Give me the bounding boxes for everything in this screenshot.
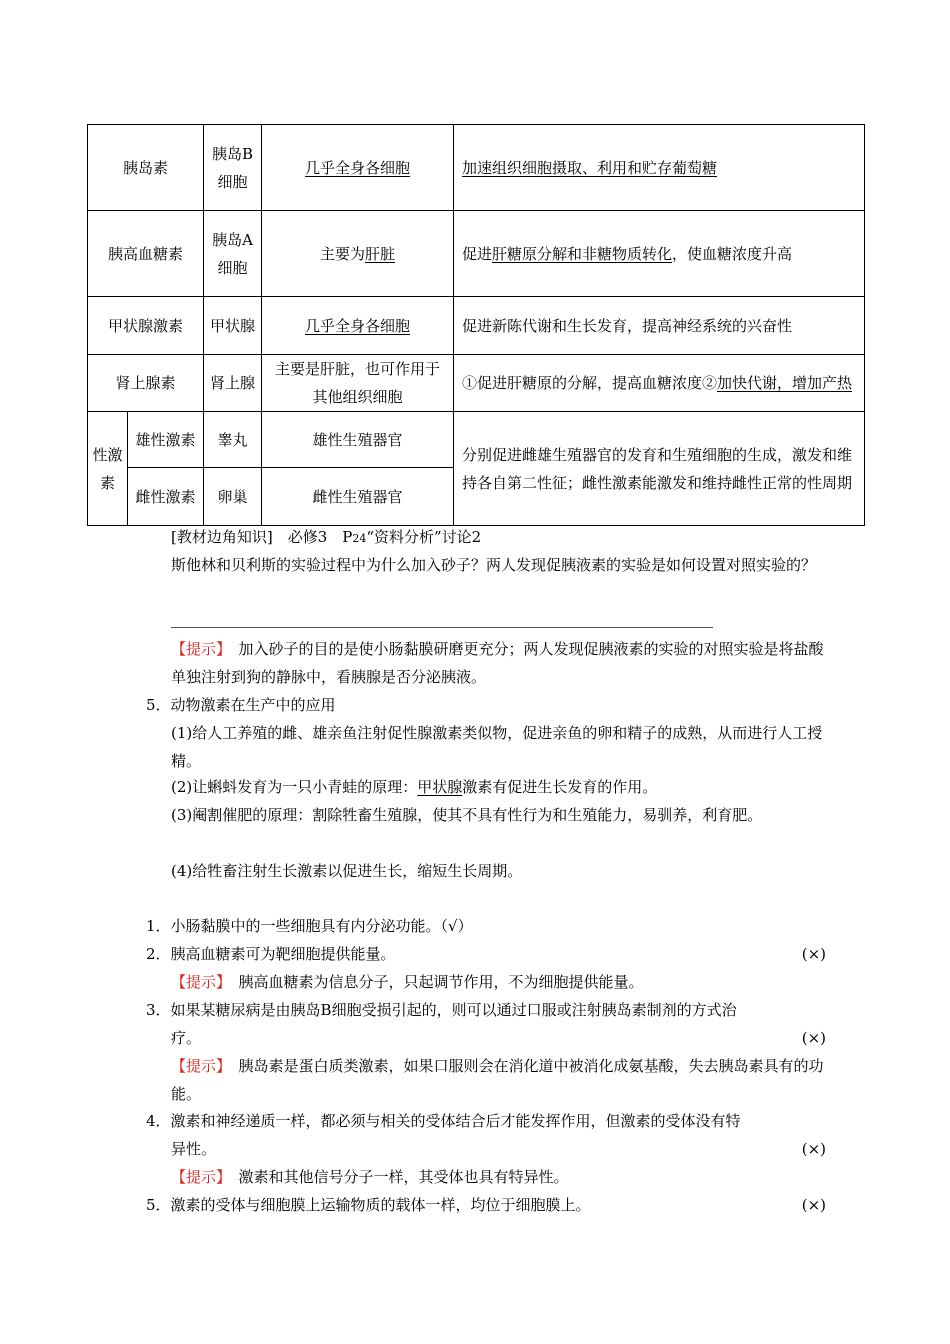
gland-cell: 睾丸: [204, 412, 262, 468]
hormone-name: 雄性激素: [128, 412, 204, 468]
gland-cell: 肾上腺: [204, 355, 262, 412]
target-cell: 主要为肝脏: [262, 211, 454, 297]
gland-cell: 卵巢: [204, 468, 262, 526]
list-item: (4)给牲畜注射生长激素以促进生长，缩短生长周期。: [171, 862, 523, 880]
list-item: (3)阉割催肥的原理：割除牲畜生殖腺，使其不具有性行为和生殖能力，易驯养，利育肥。: [171, 806, 763, 824]
gland-cell: 甲状腺: [204, 297, 262, 355]
hormone-table: [87, 124, 865, 526]
judgment-item-cont: 疗。 (×): [171, 1024, 826, 1052]
list-item: (1)给人工养殖的雌、雄亲鱼注射促性腺激素类似物，促进亲鱼的卵和精子的成熟，从而进行人工授精。: [171, 724, 823, 770]
judgment-mark: (×): [801, 1140, 826, 1158]
judgment-hint: 【提示】 胰高血糖素为信息分子，只起调节作用，不为细胞提供能量。: [171, 973, 644, 991]
judgment-mark: (×): [801, 1196, 826, 1214]
function-cell: ①促进肝糖原的分解，提高血糖浓度②加快代谢，增加产热: [454, 355, 865, 412]
hormone-name: 雌性激素: [128, 468, 204, 526]
judgment-item-cont: 异性。 (×): [171, 1135, 826, 1163]
target-cell: 几乎全身各细胞: [262, 125, 454, 211]
sex-hormone-group: 性激素: [88, 412, 128, 526]
table-row: [88, 412, 865, 468]
function-cell: 促进新陈代谢和生长发育，提高神经系统的兴奋性: [454, 297, 865, 355]
judgment-item: 4．激素和神经递质一样，都必须与相关的受体结合后才能发挥作用，但激素的受体没有特: [146, 1112, 741, 1130]
judgment-mark: (×): [801, 945, 826, 963]
table-row: [88, 297, 865, 355]
target-cell: 雄性生殖器官: [262, 412, 454, 468]
divider: [171, 627, 713, 628]
gland-cell: 胰岛A细胞: [204, 211, 262, 297]
judgment-item: 3．如果某糖尿病是由胰岛B细胞受损引起的，则可以通过口服或注射胰岛素制剂的方式治: [146, 1001, 737, 1019]
function-cell: 加速组织细胞摄取、利用和贮存葡萄糖: [454, 125, 865, 211]
list-item: (2)让蝌蚪发育为一只小青蛙的原理：甲状腺激素有促进生长发育的作用。: [171, 778, 658, 796]
table-row: [88, 125, 865, 211]
table-row: [88, 355, 865, 412]
target-cell: 雌性生殖器官: [262, 468, 454, 526]
judgment-hint: 【提示】 激素和其他信号分子一样，其受体也具有特异性。: [171, 1168, 569, 1186]
judgment-hint: 【提示】 胰岛素是蛋白质类激素，如果口服则会在消化道中被消化成氨基酸，失去胰岛素具有的功能。: [171, 1057, 824, 1103]
target-cell: 几乎全身各细胞: [262, 297, 454, 355]
judgment-item: 2．胰高血糖素可为靶细胞提供能量。 (×): [146, 940, 826, 968]
judgment-item: 1．小肠黏膜中的一些细胞具有内分泌功能。（√）: [146, 917, 473, 935]
gland-cell: 胰岛B细胞: [204, 125, 262, 211]
section-title: 5．动物激素在生产中的应用: [146, 696, 336, 714]
judgment-mark: (×): [801, 1029, 826, 1047]
function-cell: 促进肝糖原分解和非糖物质转化，使血糖浓度升高: [454, 211, 865, 297]
textbook-header: [教材边角知识] 必修3 P24“资料分析”讨论2: [171, 528, 482, 546]
hormone-name: 胰岛素: [88, 125, 204, 211]
hormone-name: 甲状腺激素: [88, 297, 204, 355]
judgment-item: 5．激素的受体与细胞膜上运输物质的载体一样，均位于细胞膜上。 (×): [146, 1191, 826, 1219]
hormone-name: 胰高血糖素: [88, 211, 204, 297]
table-row: [88, 211, 865, 297]
target-cell: 主要是肝脏，也可作用于其他组织细胞: [262, 355, 454, 412]
function-cell: 分别促进雌雄生殖器官的发育和生殖细胞的生成，激发和维持各自第二性征；雌性激素能激发和维持雌性正常的性周期: [454, 412, 865, 526]
textbook-question: 斯他林和贝利斯的实验过程中为什么加入砂子？两人发现促胰液素的实验是如何设置对照实验的？: [171, 556, 817, 574]
textbook-hint: 【提示】 加入砂子的目的是使小肠黏膜研磨更充分；两人发现促胰液素的实验的对照实验是将盐酸单独注射到狗的静脉中，看胰腺是否分泌胰液。: [171, 640, 824, 686]
hormone-name: 肾上腺素: [88, 355, 204, 412]
